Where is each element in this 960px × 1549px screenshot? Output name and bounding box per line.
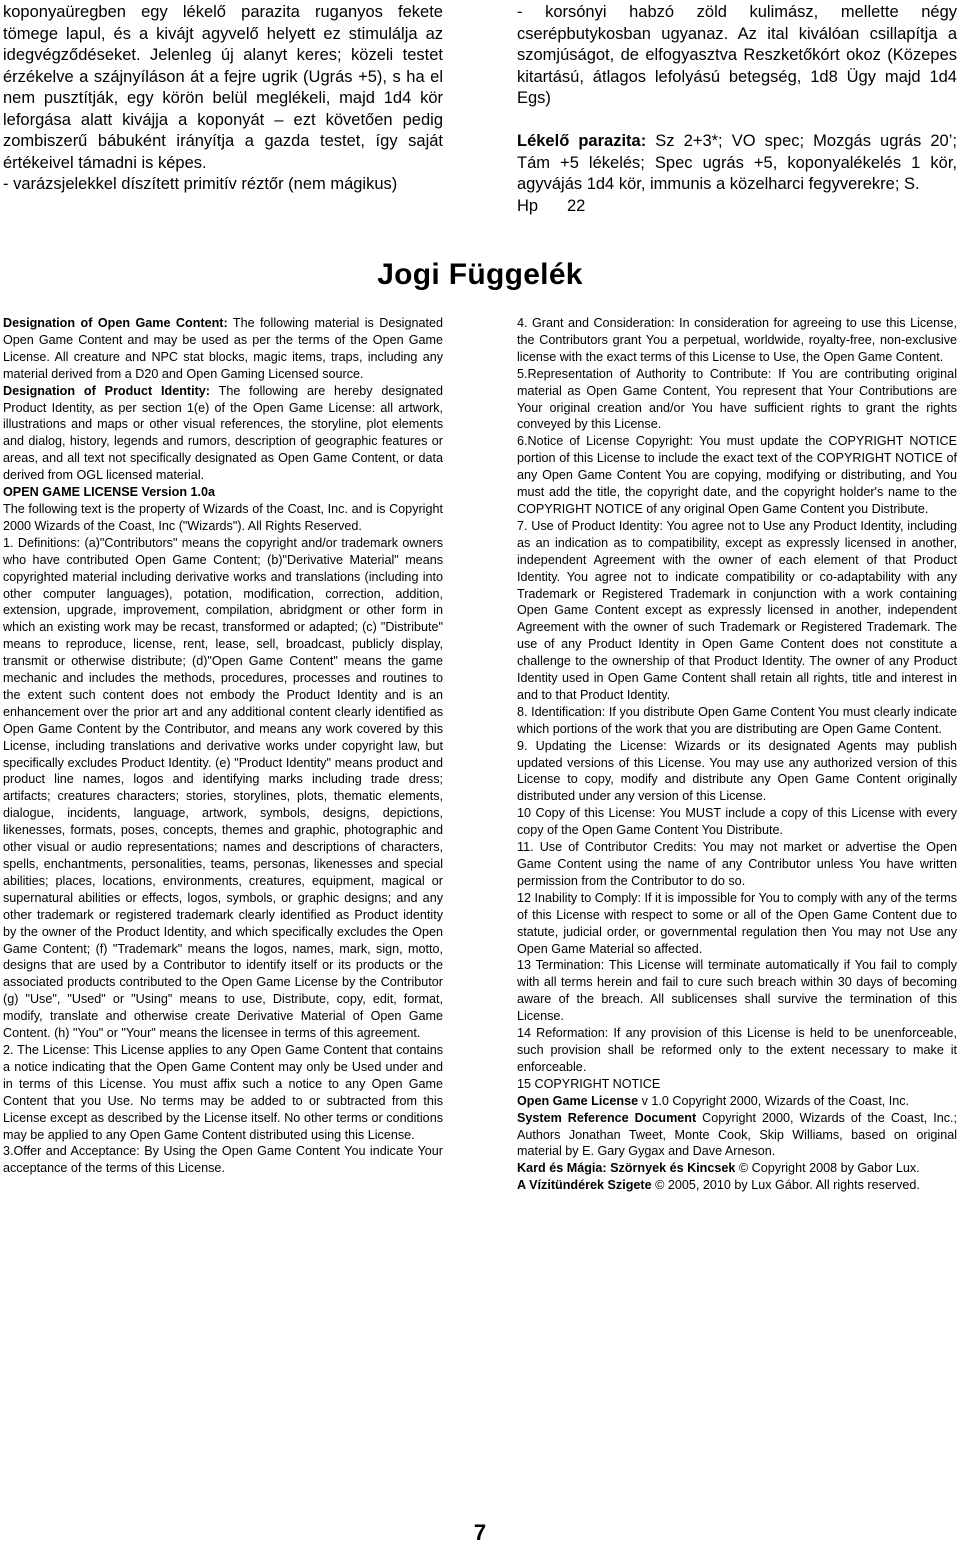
license-section-11: 11. Use of Contributor Credits: You may not market or advertise the Open Game Content using the name of any Contributor unless You have written permission from the Contributor to do so.	[517, 840, 957, 888]
parasite-description: koponyaüregben egy lékelő parazita ruganyos fekete tömege lapul, és a kivájt agyvelő helyett ez stimulálja az idegvégződéseket. Jelenleg új alanyt keres; közeli testet érzékelve a szájnyíláson át a fejre ugrik (Ugrás +5), s ha el nem pusztítják, egy körön belül meglékeli, majd 1d4 kör leforgása alatt kivájja a koponyát – ezt követően pedig zombiszerű bábuként irányítja a gazda testet, így saját értékeivel támadni is képes.	[3, 3, 443, 172]
ogc-text: The following material is Designated Open Game Content and may be used as per the terms of the Open Game License. All creature and NPC stat blocks, magic items, traps, including any material derived from a D20 and Open Gaming Licensed source.	[3, 316, 443, 381]
license-section-5: 5.Representation of Authority to Contribute: If You are contributing original material as Open Game Content, You represent that Your Contributions are Your original creation and/or You have sufficient rights to grant the rights conveyed by this License.	[517, 366, 957, 432]
license-section-15: 15 COPYRIGHT NOTICE	[517, 1076, 661, 1091]
ogc-label: Designation of Open Game Content:	[3, 316, 228, 330]
copyright-ogl-text: v 1.0 Copyright 2000, Wizards of the Coast, Inc.	[638, 1093, 909, 1108]
license-section-14: 14 Reformation: If any provision of this License is held to be unenforceable, such provision shall be reformed only to the extent necessary to make it enforceable.	[517, 1026, 957, 1074]
copyright-ogl	[517, 1093, 957, 1110]
copyright-kem	[517, 1160, 957, 1177]
pi-text: The following are hereby designated Product Identity, as per section 1(e) of the Open Game License: all artwork, illustrations and maps or other visual references, the storyline, plot elements and dialog, history, legends and rumors, description of geographic features or areas, and all text not specifically designated as Open Game Content, or data derived from OGL licensed material.	[3, 383, 443, 483]
license-section-7: 7. Use of Product Identity: You agree not to Use any Product Identity, including as an indication as to compatibility, except as expressly licensed in another, independent Agreement with the owner of each element of that Product Identity. You agree not to indicate compatibility or co-adaptability with any Trademark or Registered Trademark in conjunction with a work containing Open Game Content except as expressly licensed in another, independent Agreement with the owner of such Trademark or Registered Trademark. The use of any Product Identity in Open Game Content does not constitute a challenge to the ownership of that Product Identity. The owner of any Product Identity used in Open Game Content shall retain all rights, title and interest in and to that Product Identity.	[517, 518, 957, 702]
copyright-ogl-label: Open Game License	[517, 1093, 639, 1108]
copyright-srd-text: Copyright 2000, Wizards of the Coast, Inc.; Authors Jonathan Tweet, Monte Cook, Skip Williams, based on original material by E. Gary Gygax and Dave Arneson.	[517, 1110, 958, 1159]
copyright-kem-label: Kard és Mágia: Szörnyek és Kincsek	[517, 1161, 736, 1176]
item-dagger: - varázsjelekkel díszített primitív réztőr (nem mágikus)	[3, 175, 398, 193]
stat-text: Sz 2+3*; VO spec; Mozgás ugrás 20’; Tám +5 lékelés; Spec ugrás +5, koponyalékelés 1 kör, agyvájás 1d4 kör, immunis a közelharci fegyverekre; S.	[517, 132, 957, 193]
license-section-6: 6.Notice of License Copyright: You must update the COPYRIGHT NOTICE portion of this License to include the exact text of the COPYRIGHT NOTICE of any Open Game Content You are copying, modifying or distributing, and You must add the title, the copyright date, and the copyright holder's name to the COPYRIGHT NOTICE of any original Open Game Content you Distribute.	[517, 434, 957, 516]
copyright-srd	[517, 1110, 957, 1161]
license-section-1: 1. Definitions: (a)"Contributors" means the copyright and/or trademark owners who have contributed Open Game Content; (b)"Derivative Material" means copyrighted material including derivative works and translations (including into other computer languages), potation, modification, correction, addition, extension, upgrade, improvement, compilation, abridgment or other form in which an existing work may be recast, transformed or adapted; (c) "Distribute" means to reproduce, license, rent, lease, sell, broadcast, publicly display, transmit or otherwise distribute; (d)"Open Game Content" means the game mechanic and includes the methods, procedures, processes and routines to the extent such content does not embody the Product Identity and is an enhancement over the prior art and any additional content clearly identified as Open Game Content by the Contributor, and means any work covered by this License, including translations and derivative works under copyright law, but specifically excludes Product Identity. (e) "Product Identity" means product and product line names, logos and identifying marks including trade dress; artifacts; creatures characters; stories, storylines, plots, thematic elements, dialogue, incidents, language, artwork, symbols, designs, depictions, likenesses, formats, poses, concepts, themes and graphic, photographic and other visual or audio representations; names and descriptions of characters, spells, enchantments, personalities, teams, personas, likenesses and special abilities; places, locations, environments, creatures, equipment, magical or supernatural abilities or effects, logos, symbols, or graphic designs; and any other trademark or registered trademark clearly identified as Product identity by the owner of the Product Identity, and which specifically excludes the Open Game Content; (f) "Trademark" means the logos, names, mark, sign, motto, designs that are used by a Contributor to identify itself or its products or the associated products contributed to the Open Game License by the Contributor (g) "Use", "Used" or "Using" means to use, Distribute, copy, edit, format, modify, translate and otherwise create Derivative Material of Open Game Content. (h) "You" or "Your" means the licensee in terms of this agreement.	[3, 535, 443, 1041]
license-section-3: 3.Offer and Acceptance: By Using the Open Game Content You indicate Your acceptance of the terms of this License.	[3, 1144, 443, 1176]
section-heading: Jogi Függelék	[377, 258, 583, 291]
license-section-8: 8. Identification: If you distribute Open Game Content You must clearly indicate which portions of the work that you are distributing are Open Game Content.	[517, 704, 957, 736]
pi-designation	[3, 383, 443, 484]
copyright-avsz	[517, 1177, 957, 1194]
copyright-kem-text: © Copyright 2008 by Gabor Lux.	[735, 1161, 920, 1176]
license-section-2: 2. The License: This License applies to any Open Game Content that contains a notice indicating that the Open Game Content may only be Used under and in terms of this License. You must affix such a notice to any Open Game Content that you Use. No terms may be added to or subtracted from this License except as described by the License itself. No other terms or conditions may be applied to any Open Game Content distributed using this License.	[3, 1042, 443, 1142]
item-brew: - korsónyi habzó zöld kulimász, mellette négy cserépbutykosban ugyanaz. Az ital kiválóan csillapítja a szomjúságot, de elfogyasztva Reszketőkórt okoz (Közepes kitartású, átlagos lefolyású betegség, 1d8 Ügy majd 1d4 Egs)	[517, 3, 957, 107]
pi-label: Designation of Product Identity:	[3, 383, 211, 398]
license-intro: The following text is the property of Wizards of the Coast, Inc. and is Copyright 2000 Wizards of the Coast, Inc ("Wizards"). All Rights Reserved.	[3, 501, 443, 533]
legal-right-column	[517, 315, 957, 1194]
stat-name: Lékelő parazita:	[517, 132, 647, 150]
copyright-avsz-label: A Vízitündérek Szigete	[517, 1178, 652, 1193]
top-left-column	[3, 2, 443, 196]
ogc-designation	[3, 315, 443, 383]
license-section-10: 10 Copy of this License: You MUST include a copy of this License with every copy of the Open Game Content You Distribute.	[517, 806, 957, 838]
legal-left-column	[3, 315, 443, 1177]
top-right-column	[517, 2, 957, 217]
license-section-9: 9. Updating the License: Wizards or its designated Agents may publish updated versions of this License. You may use any authorized version of this License to copy, modify and distribute any Open Game Content originally distributed under any version of this License.	[517, 738, 957, 804]
hp-label: Hp	[517, 196, 539, 215]
hp-value: 22	[567, 196, 586, 215]
hit-points	[517, 196, 957, 218]
license-section-13: 13 Termination: This License will terminate automatically if You fail to comply with all terms herein and fail to cure such breach within 30 days of becoming aware of the breach. All sublicenses shall survive the termination of this License.	[517, 958, 957, 1024]
copyright-avsz-text: © 2005, 2010 by Lux Gábor. All rights reserved.	[651, 1178, 920, 1193]
copyright-srd-label: System Reference Document	[517, 1110, 697, 1125]
license-title: OPEN GAME LICENSE Version 1.0a	[3, 485, 216, 500]
license-section-4: 4. Grant and Consideration: In consideration for agreeing to use this License, the Contributors grant You a perpetual, worldwide, royalty-free, non-exclusive license with the exact terms of this License to Use, the Open Game Content.	[517, 316, 957, 364]
license-section-12: 12 Inability to Comply: If it is impossible for You to comply with any of the terms of this License with respect to some or all of the Open Game Content due to statute, judicial order, or governmental regulation then You may not Use any Open Game Material so affected.	[517, 890, 957, 956]
page-number: 7	[473, 1520, 487, 1545]
stat-block	[517, 131, 957, 196]
